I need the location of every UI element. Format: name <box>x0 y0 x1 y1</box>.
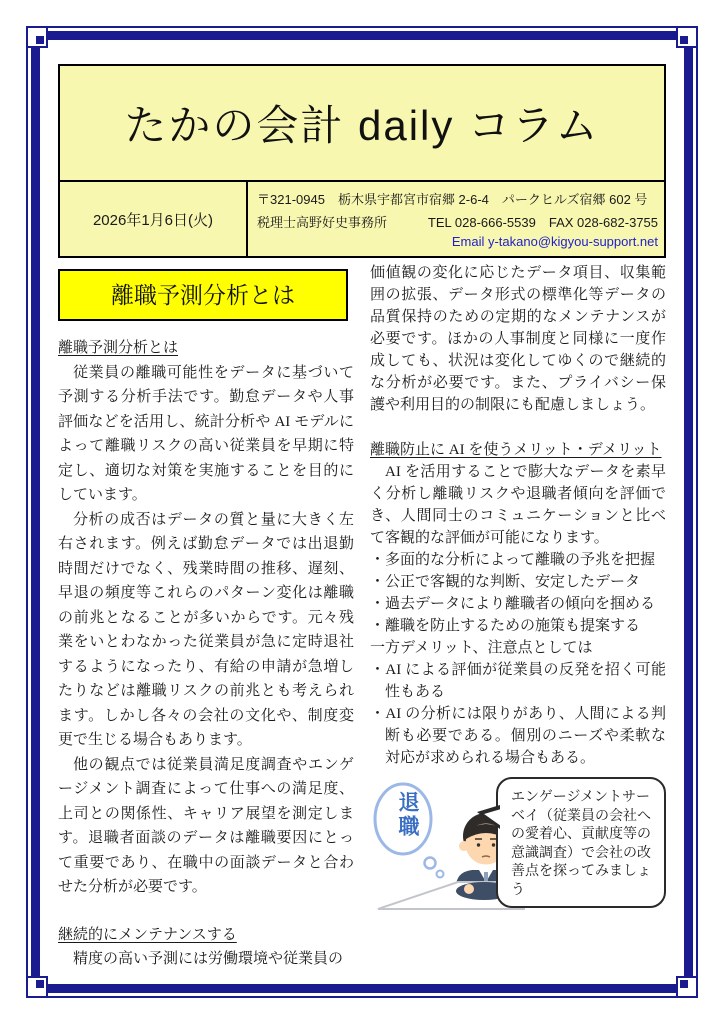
paragraph: AI を活用することで膨大なデータを素早く分析し離職リスクや退職者傾向を評価でき、人間同士のコミュニケーションと比べて客観的な評価が可能になります。 <box>370 464 666 546</box>
newsletter-title: たかの会計 daily コラム <box>124 102 600 149</box>
thought-bubble-text: 退職 <box>396 791 419 839</box>
topic-banner-label: 離職予測分析とは <box>111 281 295 308</box>
paragraph: 価値観の変化に応じたデータ項目、収集範囲の拡張、データ形式の標準化等データの品質保持のための定期的なメンテナンスが必要です。ほかの人事制度と同様に一度作成しても、状況は変化してゆくので継続的な分析が必要です。また、プライバシー保護や利用目的の制限にも配慮しましょう。 <box>370 265 666 413</box>
merit-item: ・公正で客観的な判断、安定したデータ <box>370 574 641 590</box>
left-column <box>58 256 354 972</box>
paragraph: 精度の高い予測には労働環境や従業員の <box>73 951 344 967</box>
thinking-man-illustration <box>370 779 666 919</box>
office-address: 〒321-0945 栃木県宇都宮市宿郷 2-6-4 パークヒルズ宿郷 602 号 <box>257 191 648 207</box>
article-body <box>58 256 666 972</box>
man-hand <box>464 884 474 894</box>
section-heading-2: 継続的にメンテナンスする <box>58 926 237 943</box>
frame-corner-ornament <box>676 976 698 998</box>
section-heading-1: 離職予測分析とは <box>58 340 179 356</box>
issue-date: 2026年1月6日(火) <box>92 211 214 229</box>
demerit-item: ・AI の分析には限りがあり、人間による判断も必要である。個別のニーズや柔軟な対応が求められる場合もある。 <box>370 706 666 766</box>
frame-corner-ornament <box>26 26 48 48</box>
merit-item: ・多面的な分析によって離職の予兆を把握 <box>370 552 656 568</box>
thought-bubble-dot <box>425 858 436 869</box>
paragraph: 他の観点では従業員満足度調査やエンゲージメント調査によって仕事への満足度、上司との関係性、キャリア展望を測定します。退職者面談のデータは離職要因にとって重要であり、在職中の面談データと合わせた分析が必要です。 <box>58 756 354 895</box>
office-contact-line <box>257 212 658 231</box>
thought-bubble-dot <box>437 871 444 878</box>
frame-corner-ornament <box>26 976 48 998</box>
paragraph: 分析の成否はデータの質と量に大きく左右されます。例えば勤怠データでは出退勤時間だけでなく、残業時間の推移、遅刻、早退の頻度等これらのパターン変化は離職の前兆となることが多いからです。元々残業をいとわなかった従業員が急に定時退社するようになったり、有給の申請が急増したりなどは離職リスクの前兆とも考えられます。しかし各々の会社の文化や、制度変更で生じる場合もあります。 <box>58 511 354 748</box>
issue-info-table <box>58 180 666 258</box>
demerit-item: ・AI による評価が従業員の反発を招く可能性もある <box>370 662 666 700</box>
issue-date-cell <box>60 182 248 256</box>
office-name: 税理士高野好史事務所 <box>257 214 388 230</box>
man-eye <box>477 843 480 846</box>
merit-item: ・過去データにより離職者の傾向を掴める <box>370 596 656 612</box>
right-column <box>370 256 666 972</box>
speech-bubble-text: エンゲージメントサーベイ（従業員の会社への愛着心、貢献度等の意識調査）で会社の改善点を探ってみましょう <box>511 788 651 897</box>
speech-bubble <box>496 777 666 908</box>
office-email: Email y-takano@kigyou-support.net <box>451 234 658 250</box>
topic-banner <box>58 269 348 321</box>
transition-line: 一方デメリット、注意点としては <box>370 640 593 656</box>
frame-corner-ornament <box>676 26 698 48</box>
man-eye <box>492 843 495 846</box>
section-heading-3: 離職防止に AI を使うメリット・デメリット <box>370 442 662 458</box>
office-tel-fax: TEL 028-666-5539 FAX 028-682-3755 <box>427 214 658 230</box>
office-info-cell <box>248 182 664 256</box>
newsletter-title-box <box>58 64 666 182</box>
paragraph: 従業員の離職可能性をデータに基づいて予測する分析手法です。勤怠データや人事評価などを活用し、統計分析や AI モデルによって離職リスクの高い従業員を早期に特定し、適切な対策を実施することを目的にしています。 <box>58 364 354 503</box>
merit-item: ・離職を防止するための施策も提案する <box>370 618 641 634</box>
